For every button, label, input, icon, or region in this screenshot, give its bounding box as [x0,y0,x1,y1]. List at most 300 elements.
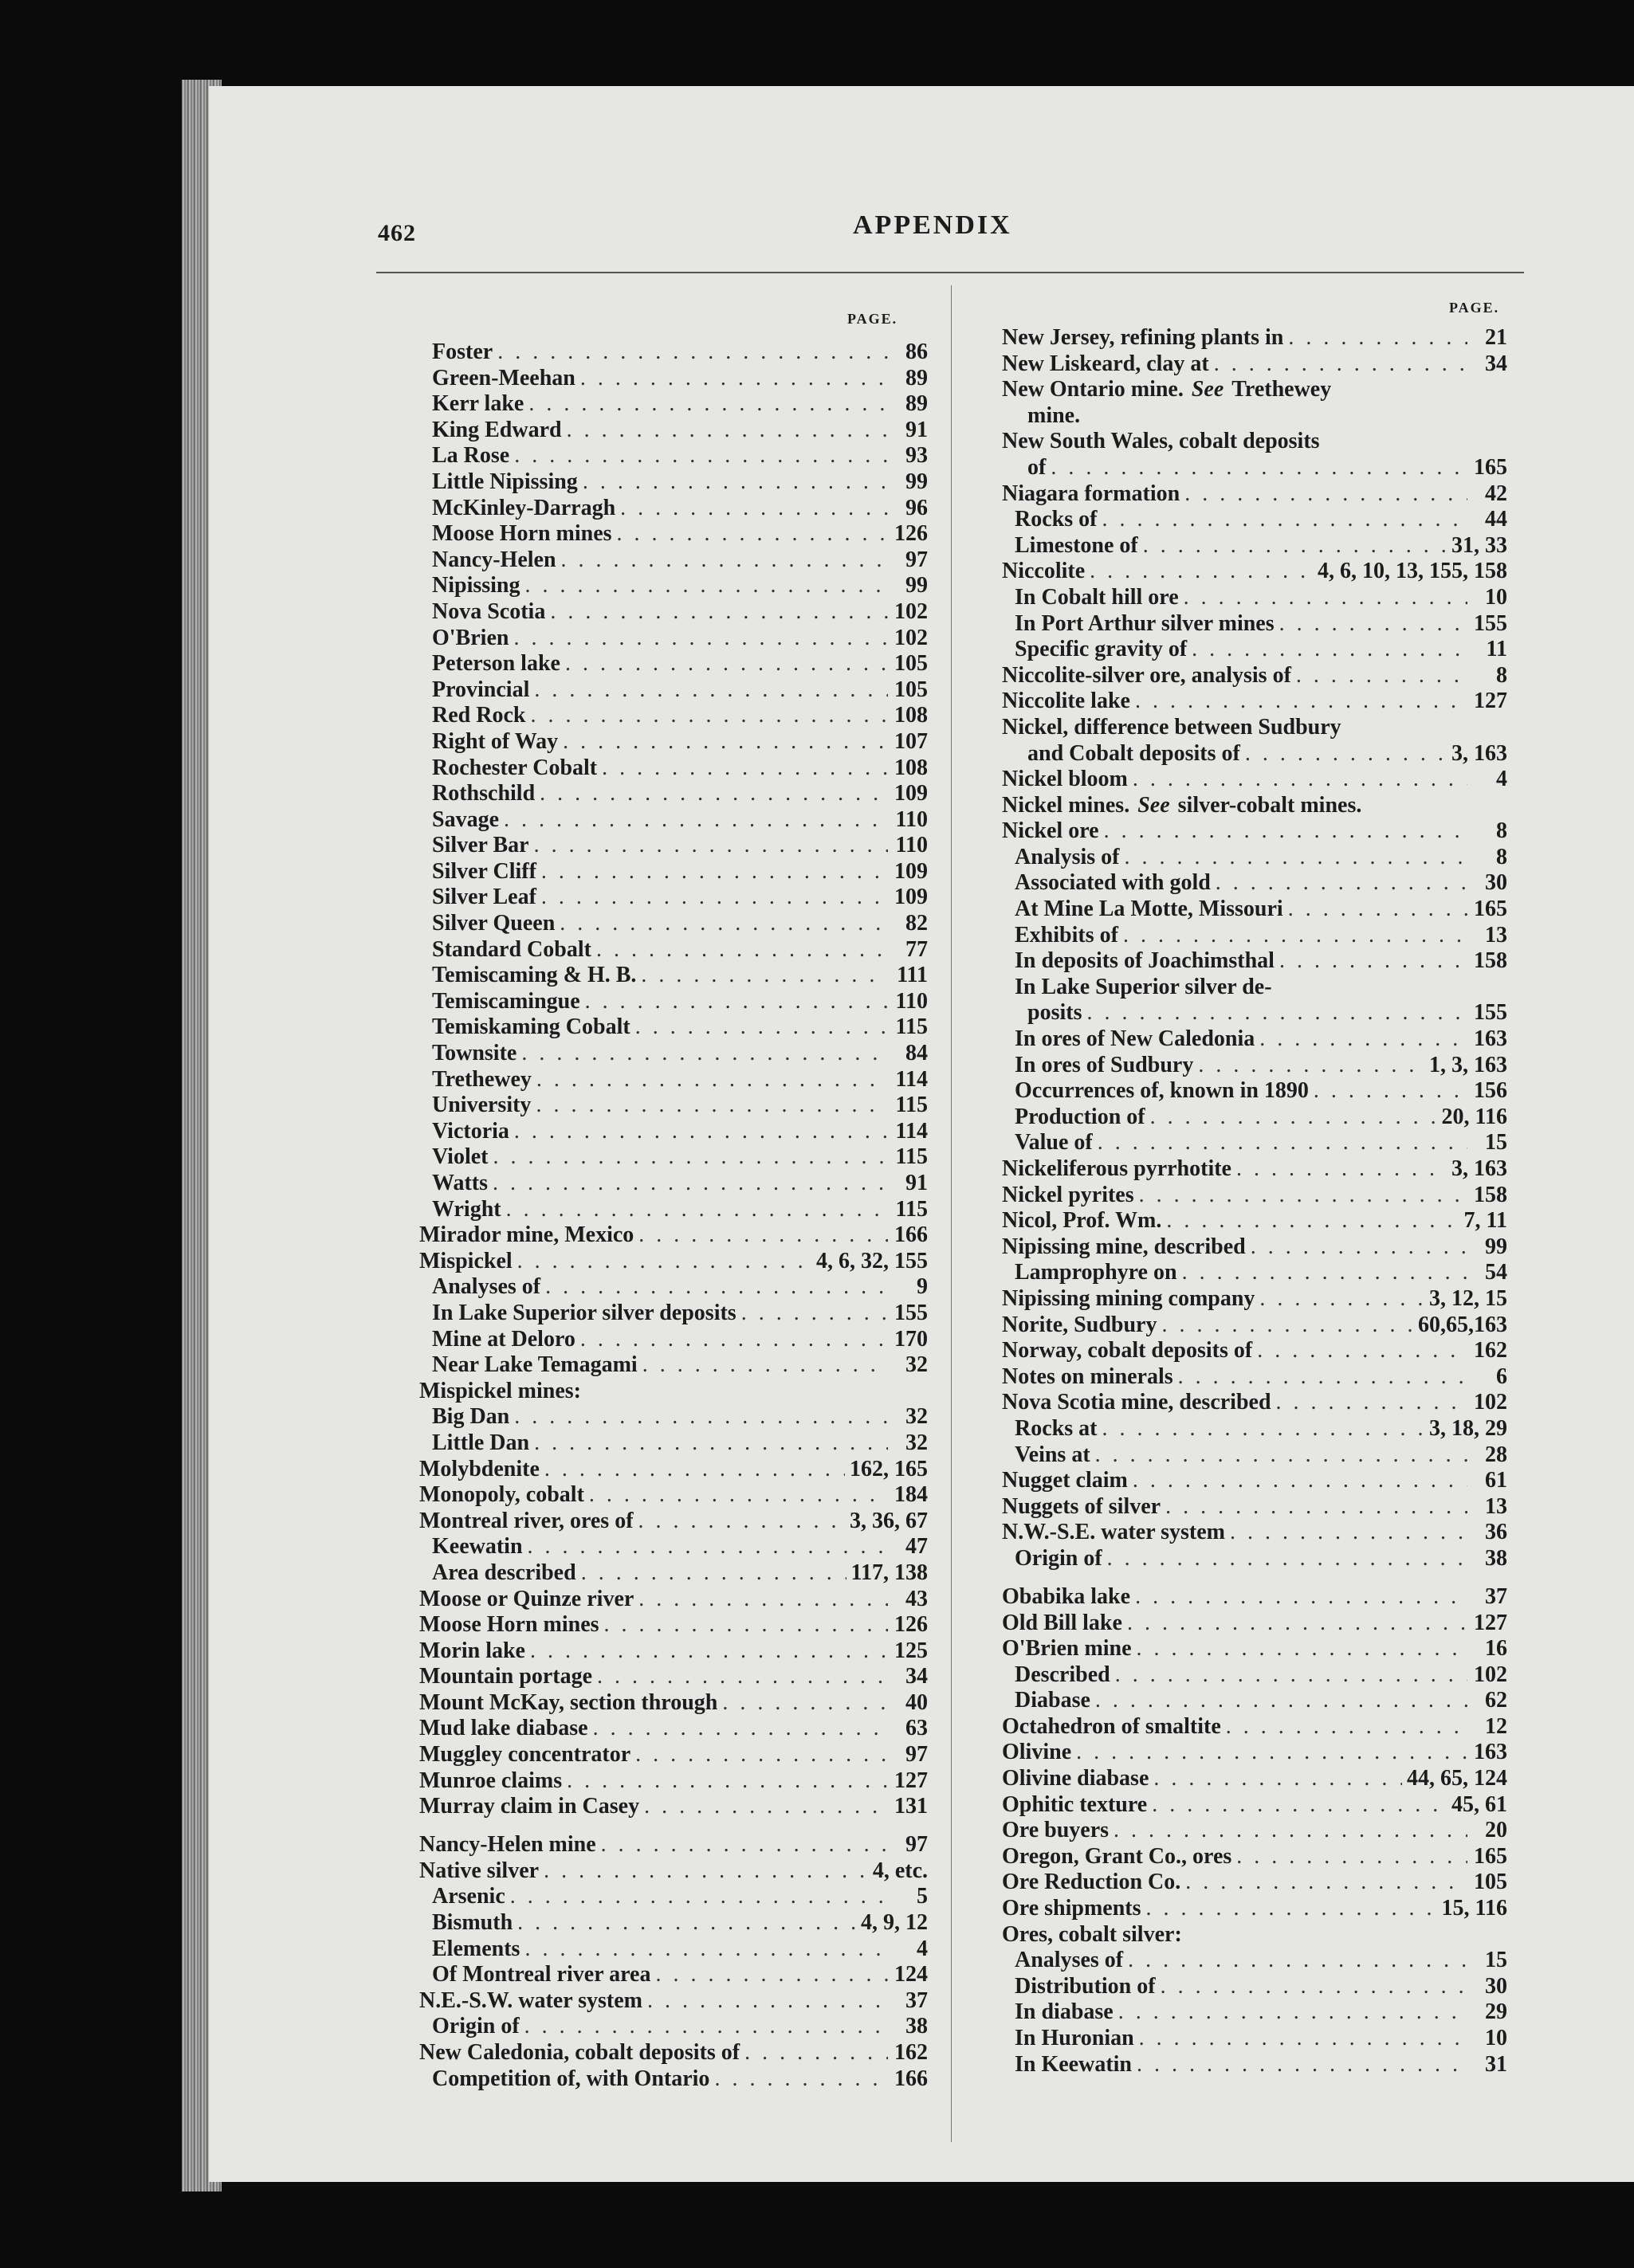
index-entry-page: 124 [894,1962,928,1987]
index-entry-page: 86 [905,339,928,364]
index-entry [410,573,928,599]
index-entry [989,975,1507,1001]
index-entry [410,755,928,782]
index-entry-page: 127 [1474,1610,1507,1635]
dot-leader [514,443,888,469]
index-entry [989,481,1507,508]
index-entry [989,1611,1507,1637]
index-entry-term: Octahedron of smaltite [1002,1713,1221,1739]
index-entry-term: Mirador mine, Mexico [419,1222,634,1248]
index-entry-page: 34 [1485,351,1507,376]
index-entry [410,1638,928,1665]
page-column-label-right: PAGE. [1449,300,1500,316]
index-entry-page: 117, 138 [850,1560,928,1585]
index-entry [989,793,1507,819]
index-entry-term: In Lake Superior silver deposits [432,1300,736,1325]
index-entry [410,729,928,755]
index-entry-term: Nuggets of silver [1002,1493,1161,1519]
dot-leader [536,1067,888,1093]
index-entry [410,443,928,469]
dot-leader [638,1587,888,1613]
dot-leader [596,937,888,963]
index-entry-page: 32 [905,1430,928,1455]
index-entry-term: Obabika lake [1002,1583,1131,1609]
index-entry-page: 32 [905,1352,928,1378]
index-entry-term: Violet [432,1144,489,1170]
dot-leader [1184,585,1467,611]
index-entry [410,1014,928,1041]
page-column-label-left: PAGE. [847,311,898,327]
index-entry-term: New Caledonia, cobalt deposits of [419,2040,740,2065]
dot-leader [714,2066,888,2093]
index-entry-term: Red Rock [432,703,526,728]
index-entry-term: Trethewey [432,1066,532,1092]
index-entry [410,1820,928,1858]
index-entry [410,1197,928,1223]
index-entry-term: In Cobalt hill ore [1015,584,1179,610]
index-entry-page: 110 [895,988,928,1014]
index-entry-term: Diabase [1015,1688,1090,1713]
index-entry-term: Kerr lake [432,391,524,417]
index-entry-term: O'Brien mine [1002,1636,1132,1662]
index-entry-term: Nugget claim [1002,1468,1128,1493]
index-entry-term: Described [1015,1662,1110,1687]
index-entry [989,1105,1507,1131]
index-entry [989,1896,1507,1922]
index-entry [989,1870,1507,1896]
index-entry-page: 40 [905,1689,928,1715]
dot-leader [1098,1130,1467,1156]
index-entry-term: In ores of New Caledonia [1015,1026,1255,1052]
index-entry-page: 93 [905,443,928,469]
index-entry-term: Arsenic [432,1884,505,1909]
index-entry [410,1910,928,1936]
index-entry [410,1249,928,1275]
index-entry [410,366,928,392]
index-entry-term: Mountain portage [419,1664,592,1689]
index-entry-page: 4 [1496,767,1507,792]
index-entry-page: 91 [905,417,928,442]
index-entry-term: In Lake Superior silver de- [1015,974,1272,999]
index-entry [989,559,1507,585]
index-entry-term: Nova Scotia [432,598,546,624]
index-entry [989,403,1507,430]
index-entry-page: 20, 116 [1441,1104,1507,1129]
index-entry [989,1156,1507,1183]
dot-leader [524,2014,888,2040]
index-entry-page: 37 [905,1987,928,2013]
index-entry-term: Of Montreal river area [432,1962,651,1987]
index-entry [410,469,928,496]
index-entry-term: In diabase [1015,1999,1114,2025]
dot-leader [1161,1313,1413,1339]
index-entry-term: N.W.-S.E. water system [1002,1520,1225,1545]
index-entry [410,521,928,547]
dot-leader [1198,1053,1424,1079]
dot-leader [1127,1611,1467,1637]
index-entry [410,339,928,366]
index-entry-page: 158 [1474,1182,1507,1207]
index-entry-term: Nickel bloom [1002,767,1128,792]
index-entry-page: 126 [894,1612,928,1638]
dot-leader [1124,845,1467,871]
dot-leader [644,1794,888,1820]
index-entry-term: Montreal river, ores of [419,1508,634,1533]
index-entry-term: N.E.-S.W. water system [419,1987,642,2013]
dot-leader [514,1119,888,1145]
index-entry [410,833,928,859]
index-entry-term: Native silver [419,1858,540,1883]
dot-leader [655,1962,888,1988]
index-entry-page: 43 [905,1586,928,1611]
dot-leader [638,1509,845,1535]
index-entry-page: 10 [1485,584,1507,610]
index-entry-page: 155 [894,1300,928,1325]
index-entry-page: 166 [894,2066,928,2091]
index-entry [410,1093,928,1119]
index-entry [989,1714,1507,1740]
index-entry-page: 127 [894,1768,928,1793]
dot-leader [593,1716,888,1742]
dot-leader [1086,1000,1467,1026]
dot-leader [1139,1183,1467,1209]
index-entry [989,1922,1507,1948]
index-column-left [410,339,928,2092]
index-entry [410,1534,928,1560]
index-entry [989,845,1507,871]
see-reference: See [1191,377,1224,402]
dot-leader [638,1222,888,1249]
index-entry-page: 108 [894,703,928,728]
dot-leader [580,1327,888,1353]
index-entry-page: 114 [895,1066,928,1092]
index-entry-term: Molybdenite [419,1456,540,1481]
index-entry-term: Watts [432,1171,488,1195]
dot-leader [504,807,888,834]
dot-leader [1146,1896,1437,1922]
index-entry [410,1067,928,1093]
dot-leader [534,677,888,704]
dot-leader [1192,637,1467,663]
index-entry [989,1053,1507,1079]
dot-leader [581,1560,846,1587]
index-entry-term: Specific gravity of [1015,637,1188,662]
index-entry [989,715,1507,741]
dot-leader [1178,1364,1467,1391]
dot-leader [550,599,888,626]
index-entry-term: Nickel pyrites [1002,1182,1134,1207]
index-entry-page: 45, 61 [1451,1791,1507,1817]
index-entry [410,807,928,834]
dot-leader [1133,767,1467,793]
index-entry-term: Niagara formation [1002,481,1180,506]
index-entry-term: Veins at [1015,1442,1090,1467]
index-entry-term: Foster [432,339,493,364]
index-entry-term: Ore shipments [1002,1896,1141,1921]
index-entry-page: 29 [1485,1999,1507,2025]
dot-leader [1165,1494,1467,1521]
index-entry-term: Olivine diabase [1002,1766,1149,1791]
index-entry-page: 47 [905,1534,928,1560]
index-entry-page: 77 [905,936,928,962]
index-entry-page: 82 [905,911,928,936]
index-entry [410,2040,928,2066]
index-entry-page: 37 [1485,1583,1507,1609]
index-entry-term: King Edward [432,417,562,442]
index-entry-term: of [1027,454,1047,480]
index-entry [410,1171,928,1197]
index-entry-term: Analyses of [1015,1948,1124,1973]
dot-leader [525,573,889,599]
index-entry-term: Rocks of [1015,507,1098,532]
dot-leader [544,1457,845,1483]
index-entry [989,1844,1507,1870]
index-entry-term: New Liskeard, clay at [1002,351,1209,376]
index-entry-page: 162 [894,2040,928,2065]
index-entry [989,923,1507,949]
dot-leader [567,418,888,444]
index-entry-page: 30 [1485,1973,1507,1999]
dot-leader [1135,689,1467,715]
dot-leader [541,859,888,885]
index-entry [989,1130,1507,1156]
index-entry-page: 4 [917,1936,928,1961]
dot-leader [517,1249,811,1275]
index-entry [410,937,928,963]
index-entry-page: 125 [894,1638,928,1663]
dot-leader [560,911,888,937]
dot-leader [1152,1792,1447,1819]
index-entry [989,611,1507,638]
index-entry-term: In ores of Sudbury [1015,1052,1194,1077]
dot-leader [601,1832,888,1858]
dot-leader [544,1858,868,1885]
index-entry-term: In deposits of Joachimsthal [1015,948,1275,974]
index-entry [410,626,928,652]
index-entry [410,651,928,677]
index-entry-term: Moose or Quinze river [419,1586,634,1611]
index-entry-page: 20 [1485,1818,1507,1843]
index-entry-page: 158 [1474,948,1507,974]
index-entry-term: La Rose [432,443,510,469]
index-entry-page: 110 [895,833,928,858]
index-entry-page: 110 [895,806,928,832]
index-entry-term: Mispickel [419,1248,513,1273]
index-entry [989,767,1507,793]
dot-leader [1107,1546,1467,1572]
dot-leader [536,1093,888,1119]
index-entry-term: New Jersey, refining plants in [1002,325,1284,350]
index-entry [989,1026,1507,1053]
index-entry-page: 28 [1485,1442,1507,1467]
dot-leader [1076,1740,1467,1766]
index-entry-term: Ore Reduction Co. [1002,1870,1181,1895]
index-column-right [989,325,1507,2078]
index-entry-page: 4, 9, 12 [861,1910,928,1936]
index-entry [989,741,1507,767]
index-entry-page: 99 [905,573,928,598]
index-entry-page: 165 [1474,897,1507,922]
index-entry-page: 162, 165 [850,1456,928,1481]
book-page [209,86,1634,2182]
index-entry-term: Occurrences of, known in 1890 [1015,1078,1309,1104]
index-entry [410,1884,928,1910]
index-entry-term: Standard Cobalt [432,936,591,962]
index-entry-term: Analyses of [432,1274,541,1300]
index-entry-term: O'Brien [432,625,509,650]
index-entry [410,1379,928,1405]
index-entry-page: 44, 65, 124 [1407,1766,1507,1791]
index-entry-page: 34 [905,1664,928,1689]
index-entry [410,1936,928,1963]
index-entry-page: 6 [1496,1364,1507,1389]
see-target: Trethewey [1231,377,1332,402]
index-entry-page: 115 [895,1014,928,1040]
index-entry-term: Area described [432,1560,576,1585]
index-entry-term: Peterson lake [432,651,560,677]
index-entry [989,1313,1507,1339]
index-entry [989,1948,1507,1974]
index-entry [989,1338,1507,1364]
index-entry-page: 84 [905,1041,928,1066]
index-entry-term: Norway, cobalt deposits of [1002,1338,1253,1364]
index-entry-page: 89 [905,391,928,417]
index-entry-term: Temiskaming Cobalt [432,1014,630,1040]
index-entry-page: 15 [1485,1948,1507,1973]
index-entry [989,585,1507,611]
index-entry-term: Origin of [432,2014,520,2039]
dot-leader [1276,1390,1467,1416]
index-entry [989,2026,1507,2052]
dot-leader [1257,1338,1467,1364]
index-entry [989,1688,1507,1714]
index-entry-term: Temiscaming & H. B. [432,963,637,988]
index-entry [410,1664,928,1690]
index-entry [410,911,928,937]
index-entry-term: Morin lake [419,1638,525,1663]
index-entry-page: 102 [1474,1662,1507,1687]
index-entry-page: 3, 18, 29 [1429,1415,1507,1441]
index-entry-term: Green-Meehan [432,365,575,390]
dot-leader [722,1690,888,1717]
dot-leader [1102,507,1467,533]
index-entry-page: 163 [1474,1740,1507,1765]
index-entry [989,351,1507,378]
index-entry-page: 96 [905,495,928,520]
dot-leader [521,1041,888,1067]
index-entry-term: Mount McKay, section through [419,1689,718,1715]
index-entry-term: Rocks at [1015,1415,1098,1441]
index-entry-page: 21 [1485,325,1507,350]
index-entry-term: Little Dan [432,1430,530,1455]
index-entry [989,377,1507,403]
dot-leader [1135,1584,1467,1611]
index-entry [410,885,928,911]
index-entry-page: 163 [1474,1026,1507,1052]
index-entry-page: 12 [1485,1713,1507,1739]
index-entry-term: University [432,1093,532,1118]
index-entry [410,2066,928,2093]
index-entry [989,637,1507,663]
index-entry-page: 114 [895,1118,928,1144]
index-entry [989,1442,1507,1469]
index-entry-term: Lamprophyre on [1015,1260,1177,1285]
index-entry-term: Old Bill lake [1002,1610,1122,1635]
index-entry-term: Production of [1015,1104,1145,1129]
dot-leader [1166,1208,1459,1234]
index-entry [989,1000,1507,1026]
dot-leader [497,339,888,366]
index-entry-term: Nancy-Helen mine [419,1832,596,1858]
index-entry-term: Wright [432,1196,501,1222]
dot-leader [510,1884,888,1910]
index-entry-page: 109 [894,858,928,884]
index-entry-term: Niccolite [1002,559,1086,584]
index-entry-page: 38 [905,2014,928,2039]
index-entry-page: 31, 33 [1451,532,1507,558]
dot-leader [528,1534,888,1560]
index-entry-term: posits [1027,1000,1082,1026]
index-entry-page: 131 [894,1794,928,1819]
index-entry [989,1740,1507,1766]
index-entry [410,989,928,1015]
dot-leader [1259,1286,1424,1313]
index-entry-term: Nickeliferous pyrrhotite [1002,1156,1231,1181]
index-entry-term: Savage [432,806,499,832]
index-entry [410,1560,928,1587]
header-rule [376,272,1524,273]
index-entry-term: Analysis of [1015,844,1120,869]
index-entry [410,1274,928,1301]
dot-leader [506,1197,888,1223]
dot-leader [493,1171,888,1197]
index-entry-page: 165 [1474,454,1507,480]
index-entry-page: 99 [905,469,928,494]
index-entry-page: 3, 163 [1451,1156,1507,1181]
index-entry [989,897,1507,923]
index-entry-page: 11 [1486,637,1507,662]
index-entry-term: Competition of, with Ontario [432,2066,710,2091]
index-entry [410,1690,928,1717]
index-entry-term: Niccolite-silver ore, analysis of [1002,662,1291,688]
index-entry-page: 1, 3, 163 [1429,1052,1507,1077]
index-entry-term: Exhibits of [1015,922,1118,948]
index-entry-page: 44 [1485,507,1507,532]
dot-leader [635,1014,888,1041]
dot-leader [1090,559,1313,585]
index-entry-page: 97 [905,547,928,572]
index-entry [989,818,1507,845]
dot-leader [561,547,888,574]
index-entry-term: New Ontario mine. [1002,377,1184,402]
index-entry [410,1587,928,1613]
dot-leader [1259,1026,1467,1053]
index-entry-term: Oregon, Grant Co., ores [1002,1843,1232,1869]
dot-leader [641,963,888,989]
index-entry-term: Value of [1015,1130,1093,1156]
index-entry-page: 3, 163 [1451,740,1507,766]
index-entry [410,1352,928,1379]
index-entry-term: Nickel mines. [1002,792,1130,818]
index-entry-page: 105 [894,651,928,677]
index-entry-page: 115 [895,1093,928,1118]
dot-leader [1251,1234,1467,1261]
dot-leader [1296,663,1467,689]
index-entry [410,1482,928,1509]
dot-leader [1185,1870,1467,1896]
index-entry-page: 127 [1474,689,1507,714]
dot-leader [1143,533,1447,559]
